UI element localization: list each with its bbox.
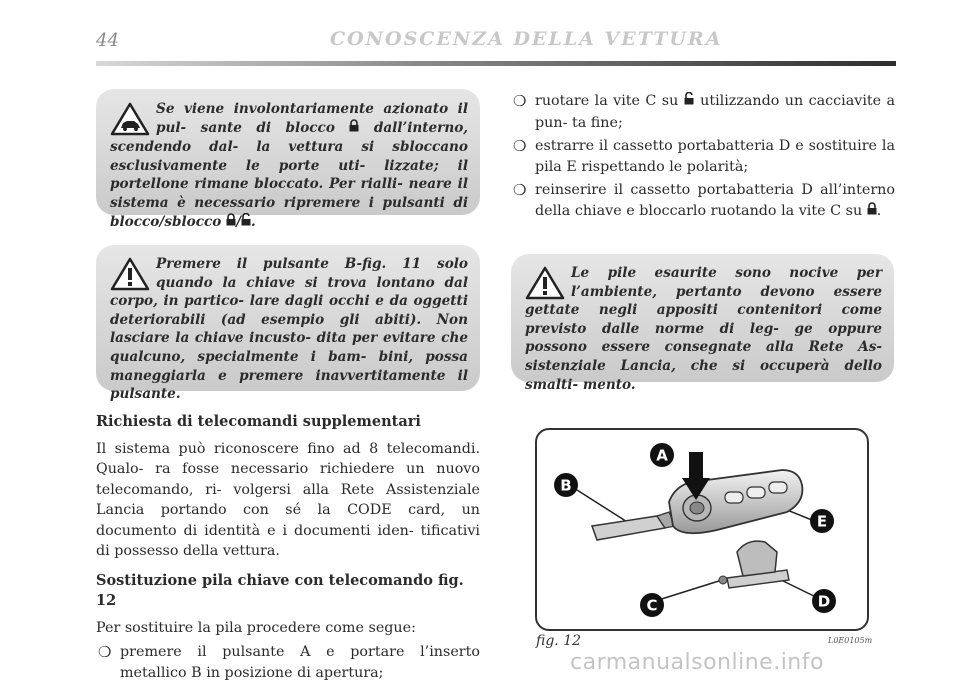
- bullet-icon: ❍: [513, 137, 527, 155]
- bullet-icon: ❍: [513, 92, 527, 110]
- warning-text: Le pile esaurite sono nocive per l’ambiente, pertanto devono essere gettate negli appositi contenitori come previsto dalle norme di leg- ge oppure possono essere consegnate alla Rete As- sistenziale Lancia, che si occuperà dello smalti- mento.: [525, 265, 882, 393]
- warning-text-line2a: sante di blocco: [200, 119, 335, 136]
- label-c: [639, 592, 665, 618]
- label-b-text: B: [560, 476, 572, 495]
- bullet-icon: ❍: [513, 181, 527, 199]
- list-item: [511, 91, 895, 133]
- warning-text-line2b: dall’interno, scendendo dal-: [110, 119, 469, 156]
- section-paragraph: Il sistema può riconoscere fino ad 8 telecomandi. Qualo- ra fosse necessario richiedere un nuovo telecomando, ri- volgersi alla Rete Assistenziale Lancia portando con sé la CODE card, un documento di identità e i documenti iden- tificativi di possesso della vettura.: [96, 440, 480, 559]
- section-title: CONOSCENZA DELLA VETTURA: [330, 28, 723, 50]
- label-c-text: C: [646, 596, 658, 615]
- left-column-text: [96, 412, 480, 686]
- warning-text-rest: la vettura si sbloccano esclusivamente le porte uti- lizzate; il portellone rimane bloccato. Per rialli- neare il sistema è necessario ripremere i pulsanti di blocco/sblocco: [110, 139, 468, 230]
- label-e-text: E: [816, 512, 828, 531]
- list-item-text: reinserire il cassetto portabatteria D all’interno della chiave e bloccarlo ruotando la vite C su: [535, 182, 895, 219]
- warning-text: Premere il pulsante B-fig. 11 solo quando la chiave si trova lontano dal corpo, in partico- lare dagli occhi e da oggetti deteriorabili (ad esempio gli abiti). Non lasciare la chiave incusto- dita per evitare che qualcuno, specialmente i bam- bini, possa maneggiarla e premere inavvertitamente il pulsante.: [110, 256, 468, 403]
- list-item-text: utilizzando un cacciavite a pun- ta fine;: [535, 93, 896, 131]
- section-heading: Richiesta di telecomandi supplementari: [96, 413, 421, 430]
- section-paragraph: Per sostituire la pila procedere come segue:: [96, 619, 416, 636]
- warning-text-slash: /: [236, 213, 242, 230]
- battery-steps-list: [511, 91, 895, 225]
- section-heading: Sostituzione pila chiave con telecomando fig. 12: [96, 571, 464, 609]
- bullet-icon: ❍: [98, 643, 112, 661]
- list-item-text: .: [876, 202, 882, 219]
- lock-open-icon: [241, 213, 251, 233]
- figure-caption: fig. 12: [536, 633, 582, 649]
- warning-text-line1: Se viene involontariamente azionato il pul-: [156, 101, 468, 136]
- lock-closed-icon: [867, 202, 877, 223]
- label-d-text: D: [817, 592, 831, 611]
- lock-open-icon: [684, 92, 695, 113]
- label-e: [809, 508, 835, 534]
- label-a: [649, 442, 675, 468]
- lock-closed-icon: [226, 213, 236, 233]
- list-item-text: ruotare la vite C su: [535, 93, 679, 109]
- warning-text-dot: .: [251, 213, 256, 230]
- warning-box-lock: [96, 89, 480, 230]
- warning-triangle-icon: [110, 257, 150, 291]
- watermark: carmanualsonline.info: [570, 650, 824, 675]
- key-figure: [535, 428, 869, 631]
- label-b: [553, 472, 579, 498]
- lock-closed-icon: [349, 119, 359, 139]
- warning-box-environment: [511, 254, 894, 393]
- list-item: [511, 136, 895, 177]
- list-item: [511, 180, 895, 222]
- label-d: [811, 588, 837, 614]
- list-item-text: estrarre il cassetto portabatteria D e sostituire la pila E rispettando le polarità;: [535, 138, 895, 175]
- warning-triangle-icon: [525, 266, 565, 300]
- list-item-text: premere il pulsante A e portare l’inserto metallico B in posizione di apertura;: [120, 644, 480, 681]
- warning-box-button: [96, 245, 480, 403]
- header-rule: [96, 61, 896, 66]
- car-warning-icon: [110, 102, 150, 136]
- page-number: 44: [96, 30, 119, 51]
- label-a-text: A: [656, 446, 668, 465]
- figure-code: L0E0105m: [828, 636, 873, 645]
